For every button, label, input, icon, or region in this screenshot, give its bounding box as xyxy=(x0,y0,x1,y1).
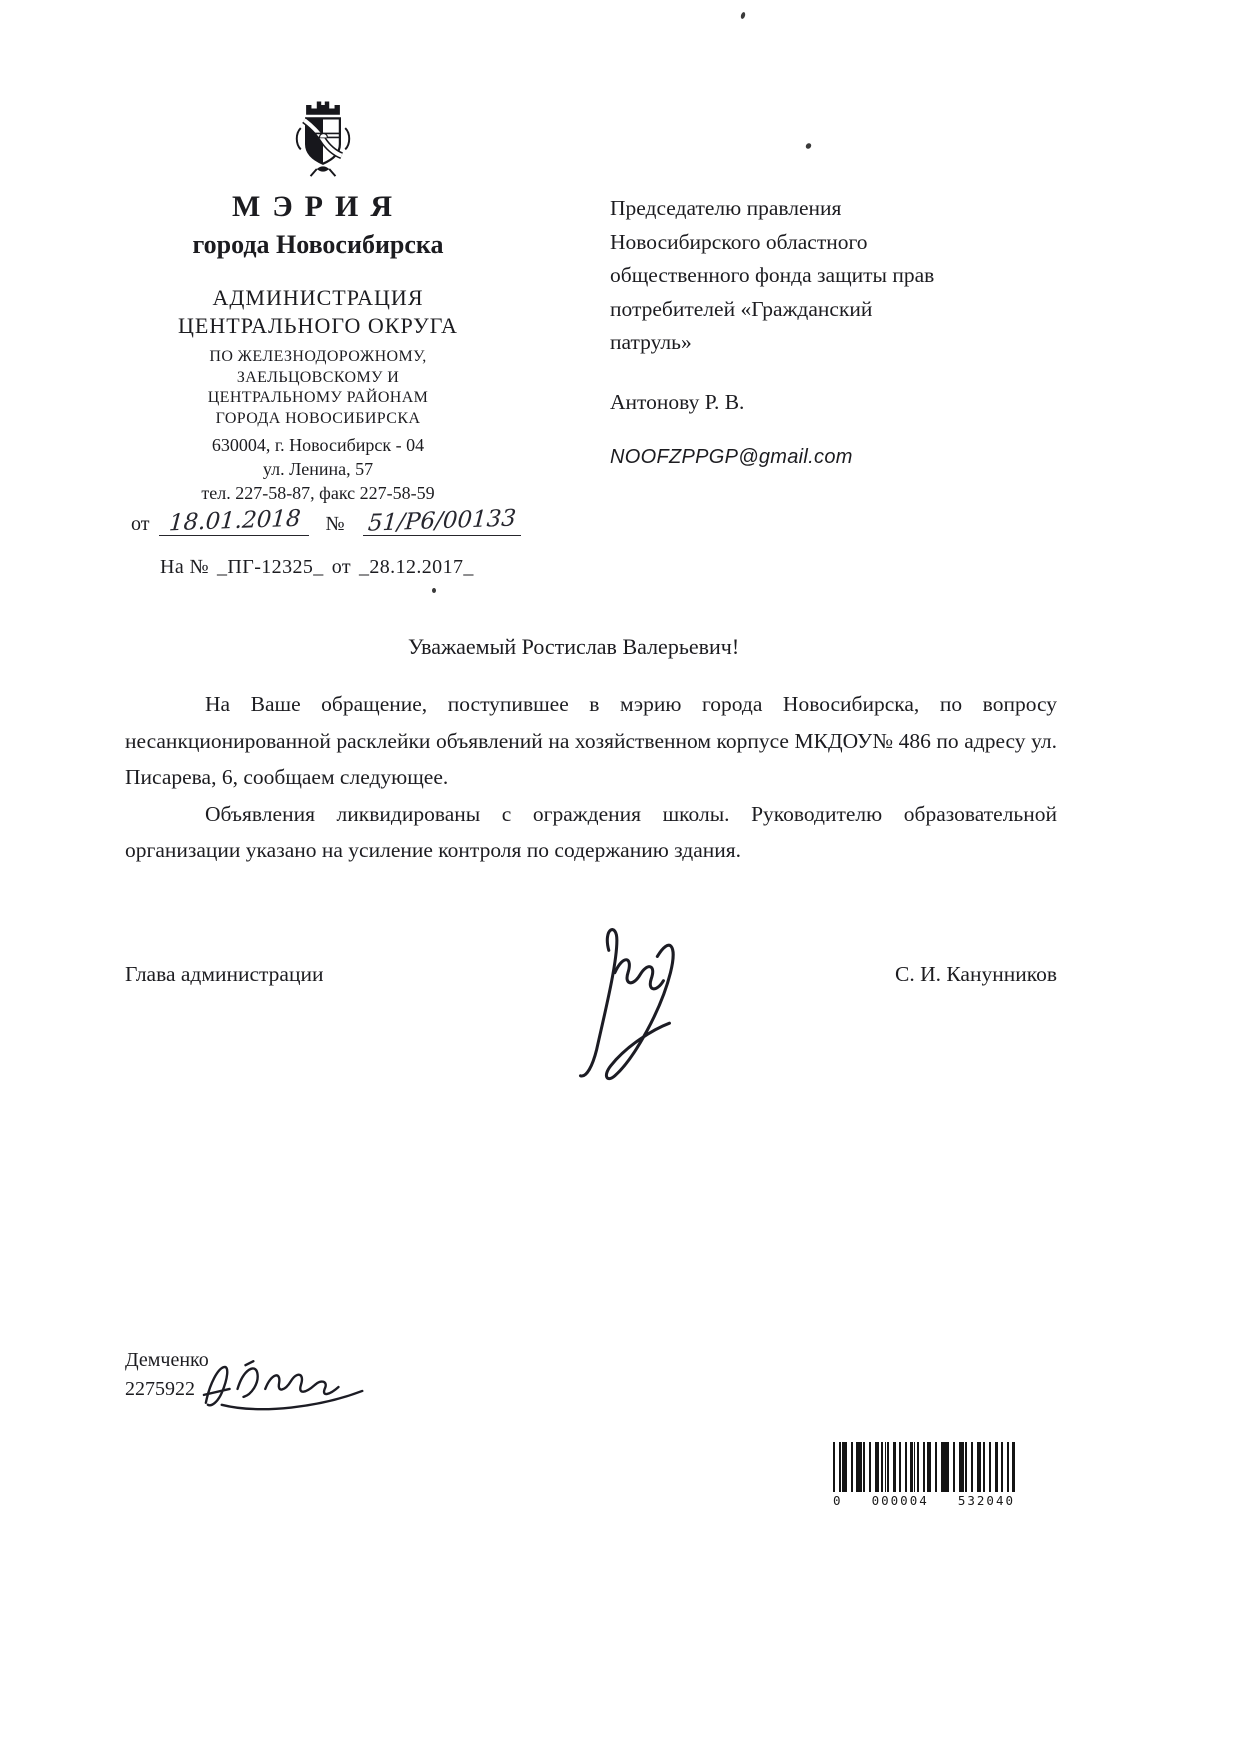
barcode-bars xyxy=(833,1442,1017,1492)
scan-speck xyxy=(432,588,436,593)
outgoing-reference-row xyxy=(131,506,521,536)
scan-speck xyxy=(805,142,813,150)
sender-address-line: тел. 227-58-87, факс 227-58-59 xyxy=(201,483,435,503)
sender-address-line: 630004, г. Новосибирск - 04 xyxy=(211,435,425,455)
addressee-title-line: потребителей «Гражданский xyxy=(610,296,873,321)
reply-number: _ПГ-12325_ xyxy=(217,556,324,578)
sender-district-line: ПО ЖЕЛЕЗНОДОРОЖНОМУ, xyxy=(209,348,427,365)
reply-from-label: от xyxy=(331,556,351,578)
body-paragraph: Объявления ликвидированы с ограждения школы. Руководителю образовательной организации указано на усиление контроля по содержанию здания. xyxy=(125,801,1057,863)
reply-reference-row xyxy=(160,556,482,579)
sender-department-line2: ЦЕНТРАЛЬНОГО ОКРУГА xyxy=(178,313,458,338)
signer-position-title: Глава администрации xyxy=(125,962,324,986)
addressee-title-line: Новосибирского областного xyxy=(610,229,868,254)
handwritten-date: 18.01.2018 xyxy=(167,505,302,537)
addressee-title-line: общественного фонда защиты прав xyxy=(610,263,935,287)
addressee-title-line: патруль» xyxy=(610,330,692,354)
sender-org-name: МЭРИЯ xyxy=(232,190,404,223)
reply-prefix: На № xyxy=(160,556,210,578)
sender-address-line: ул. Ленина, 57 xyxy=(262,459,374,479)
barcode-number xyxy=(833,1492,1017,1508)
signature-kanunnikov-handwriting xyxy=(556,916,698,1098)
barcode-digit-group: 000004 xyxy=(871,1493,929,1508)
signature-demchenko-handwriting xyxy=(192,1344,390,1426)
scan-speck xyxy=(740,12,746,20)
barcode-digit-group: 532040 xyxy=(957,1493,1015,1508)
addressee-email: NOOFZPPGP@gmail.com xyxy=(610,446,853,468)
ref-from-label: от xyxy=(131,513,150,535)
sender-district-line: ЦЕНТРАЛЬНОМУ РАЙОНАМ xyxy=(207,389,429,406)
sender-district-line: ГОРОДА НОВОСИБИРСКА xyxy=(215,409,421,427)
sender-department xyxy=(118,284,518,340)
sender-org-city: города Новосибирска xyxy=(192,230,444,259)
letter-body xyxy=(125,686,1057,869)
executor-name: Демченко xyxy=(125,1349,209,1371)
addressee-name: Антонову Р. В. xyxy=(610,389,745,414)
executor-phone: 2275922 xyxy=(125,1378,195,1400)
barcode-digit-group: 0 xyxy=(833,1493,843,1508)
sender-address xyxy=(118,433,518,505)
registration-barcode xyxy=(833,1442,1017,1508)
ref-date-blank xyxy=(159,506,309,536)
addressee-block xyxy=(610,192,1060,475)
sender-department-line1: АДМИНИСТРАЦИЯ xyxy=(212,285,424,310)
body-paragraph: На Ваше обращение, поступившее в мэрию города Новосибирска, по вопросу несанкционированной расклейки объявлений на хозяйственном корпусе МКДОУ№ 486 по адресу ул. Писарева, 6, сообщаем следующее. xyxy=(125,692,1057,790)
signer-name: С. И. Канунников xyxy=(895,962,1057,986)
reply-date: _28.12.2017_ xyxy=(358,556,474,578)
sender-district-line: ЗАЕЛЬЦОВСКОМУ И xyxy=(236,368,400,386)
addressee-title-line: Председателю правления xyxy=(610,196,842,220)
handwritten-number: 51/Р6/00133 xyxy=(366,505,517,537)
sender-districts xyxy=(118,347,518,429)
ref-number-blank xyxy=(363,506,521,536)
ref-number-label: № xyxy=(325,513,345,535)
novosibirsk-coat-of-arms-icon xyxy=(283,94,363,180)
sender-block xyxy=(118,190,518,505)
salutation: Уважаемый Ростислав Валерьевич! xyxy=(408,634,740,659)
